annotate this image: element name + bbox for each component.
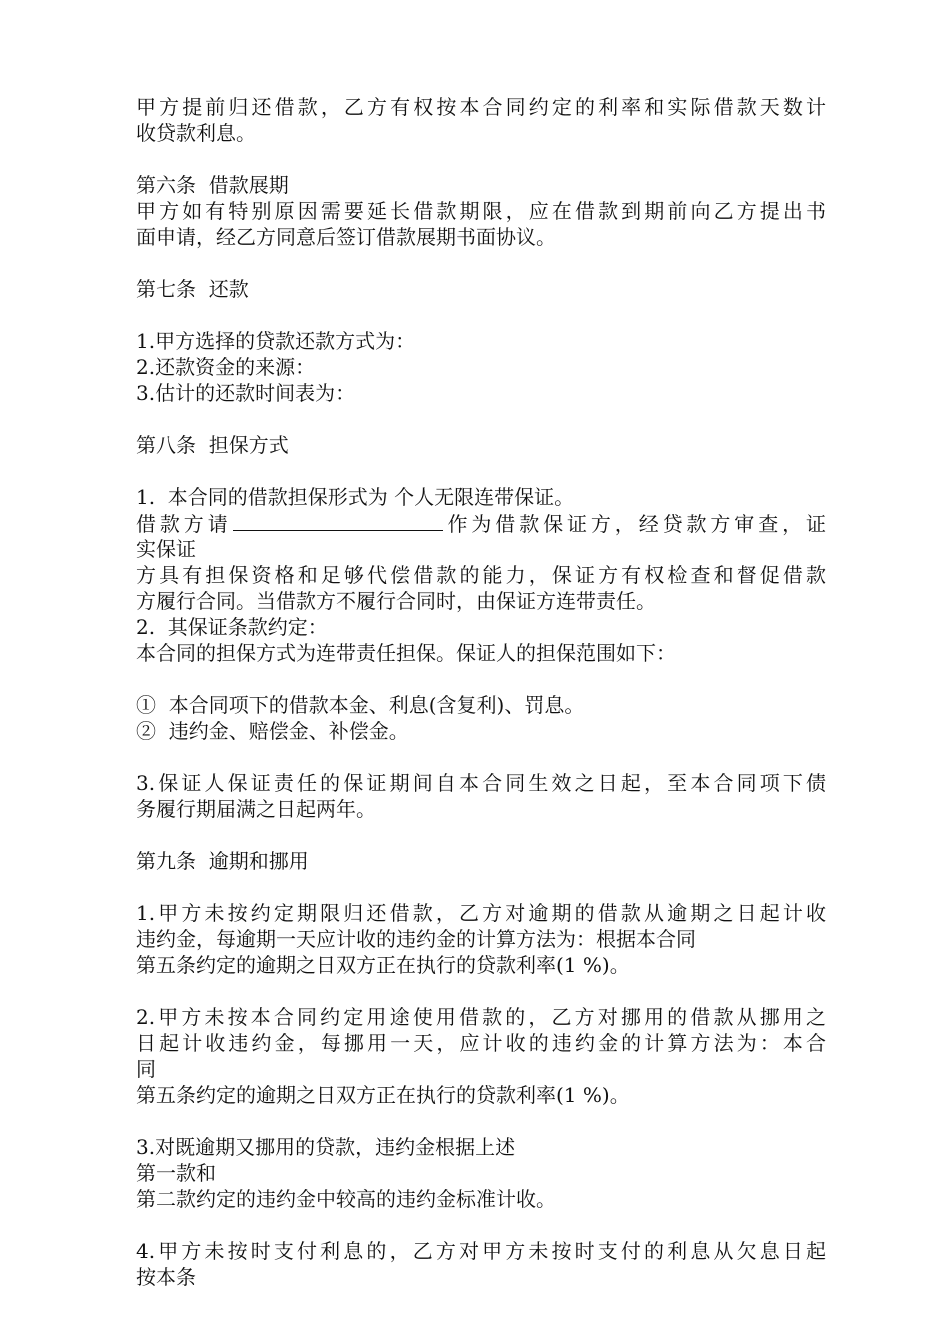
paragraph-spacer bbox=[136, 458, 826, 484]
text-line: 第五条约定的逾期之日双方正在执行的贷款利率(1 %)。 bbox=[136, 1083, 630, 1107]
text-line: 1. 本合同的借款担保形式为 个人无限连带保证。 bbox=[136, 485, 575, 509]
text-line: 3.保证人保证责任的保证期间自本合同生效之日起，至本合同项下债 bbox=[136, 771, 826, 795]
text-line: 面申请，经乙方同意后签订借款展期书面协议。 bbox=[136, 225, 556, 249]
paragraph-spacer bbox=[136, 146, 826, 172]
paragraph-spacer bbox=[136, 978, 826, 1004]
text-line: 收贷款利息。 bbox=[136, 121, 256, 145]
text-line: 第六条 借款展期 bbox=[136, 173, 289, 197]
paragraph-spacer bbox=[136, 250, 826, 276]
text-line: 甲方提前归还借款，乙方有权按本合同约定的利率和实际借款天数计 bbox=[136, 95, 826, 119]
text-line: 2.还款资金的来源： bbox=[136, 355, 316, 379]
text-line: ① 本合同项下的借款本金、利息(含复利)、罚息。 bbox=[136, 693, 585, 717]
text-line: 实保证 bbox=[136, 537, 196, 561]
text-line: 第七条 还款 bbox=[136, 277, 249, 301]
text-line-with-blank bbox=[136, 510, 826, 536]
text-line: 第八条 担保方式 bbox=[136, 433, 289, 457]
fill-in-blank bbox=[233, 510, 443, 531]
text-line: 务履行期届满之日起两年。 bbox=[136, 797, 376, 821]
paragraph-spacer bbox=[136, 874, 826, 900]
text-line: 3.对既逾期又挪用的贷款，违约金根据上述 bbox=[136, 1135, 516, 1159]
text-line: 1.甲方未按约定期限归还借款，乙方对逾期的借款从逾期之日起计收 bbox=[136, 901, 826, 925]
text-line: 按本条 bbox=[136, 1265, 196, 1289]
text-line: 4.甲方未按时支付利息的，乙方对甲方未按时支付的利息从欠息日起 bbox=[136, 1239, 826, 1263]
text-line: 违约金，每逾期一天应计收的违约金的计算方法为：根据本合同 bbox=[136, 927, 696, 951]
text-line: 方具有担保资格和足够代偿借款的能力，保证方有权检查和督促借款 bbox=[136, 563, 826, 587]
text-line: 1.甲方选择的贷款还款方式为： bbox=[136, 329, 416, 353]
text-line: 2. 其保证条款约定： bbox=[136, 615, 328, 639]
text-segment: 借款方请 bbox=[136, 512, 232, 536]
text-line: 方履行合同。当借款方不履行合同时，由保证方连带责任。 bbox=[136, 589, 656, 613]
paragraph-spacer bbox=[136, 822, 826, 848]
text-line: 第一款和 bbox=[136, 1161, 216, 1185]
text-line: ② 违约金、赔偿金、补偿金。 bbox=[136, 719, 409, 743]
text-line: 本合同的担保方式为连带责任担保。保证人的担保范围如下： bbox=[136, 641, 676, 665]
text-line: 甲方如有特别原因需要延长借款期限，应在借款到期前向乙方提出书 bbox=[136, 199, 826, 223]
document-page bbox=[136, 94, 826, 1290]
paragraph-spacer bbox=[136, 302, 826, 328]
paragraph-spacer bbox=[136, 744, 826, 770]
paragraph-spacer bbox=[136, 406, 826, 432]
paragraph-spacer bbox=[136, 666, 826, 692]
text-line: 3.估计的还款时间表为： bbox=[136, 381, 356, 405]
paragraph-spacer bbox=[136, 1108, 826, 1134]
text-line: 日起计收违约金，每挪用一天，应计收的违约金的计算方法为：本合 bbox=[136, 1031, 826, 1055]
paragraph-spacer bbox=[136, 1212, 826, 1238]
text-line: 第九条 逾期和挪用 bbox=[136, 849, 309, 873]
text-line: 2.甲方未按本合同约定用途使用借款的，乙方对挪用的借款从挪用之 bbox=[136, 1005, 826, 1029]
text-segment: 作为借款保证方，经贷款方审查，证 bbox=[443, 512, 827, 536]
text-line: 同 bbox=[136, 1057, 156, 1081]
text-line: 第五条约定的逾期之日双方正在执行的贷款利率(1 %)。 bbox=[136, 953, 630, 977]
text-line: 第二款约定的违约金中较高的违约金标准计收。 bbox=[136, 1187, 556, 1211]
